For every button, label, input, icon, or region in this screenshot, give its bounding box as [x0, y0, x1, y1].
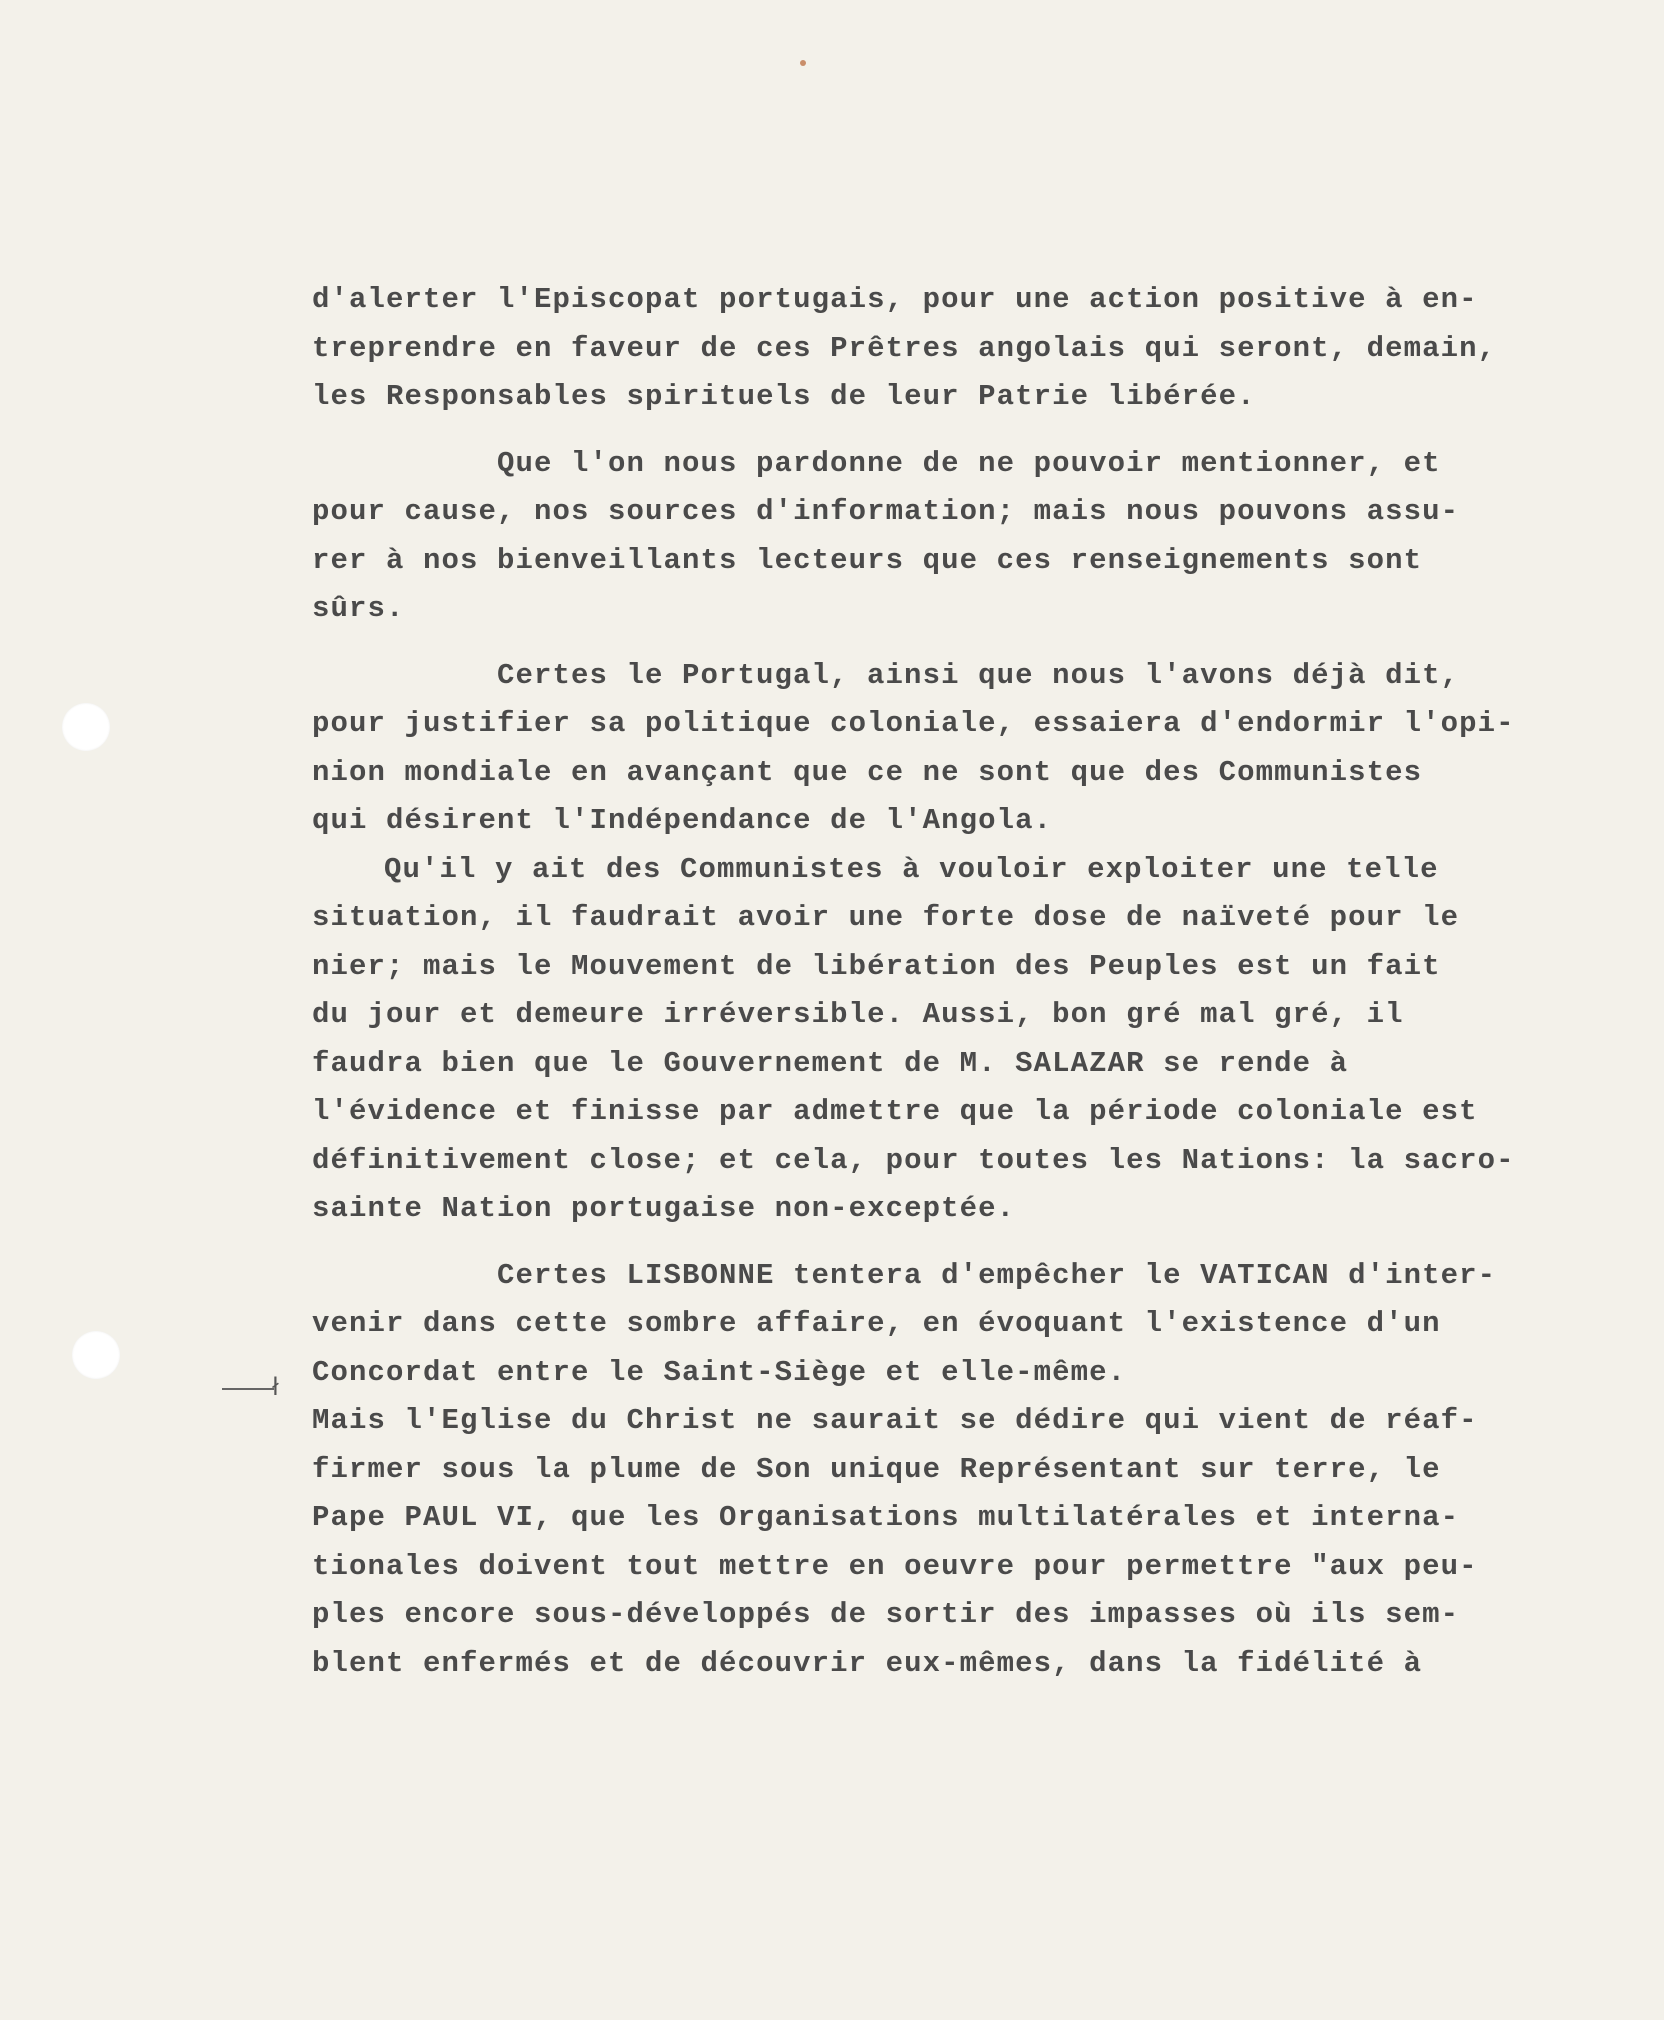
text-line: les Responsables spirituels de leur Patrie libérée.	[312, 380, 1256, 413]
text-line: blent enfermés et de découvrir eux-mêmes, dans la fidélité à	[312, 1646, 1423, 1680]
text-line: ples encore sous-développés de sortir des impasses où ils sem-	[312, 1598, 1460, 1631]
text-line: Qu'il y ait des Communistes à vouloir exploiter une telle	[384, 852, 1439, 886]
typed-text-body	[312, 276, 1632, 1688]
text-line: Que l'on nous pardonne de ne pouvoir mentionner, et	[497, 446, 1441, 480]
paragraph	[312, 652, 1632, 846]
text-line: faudra bien que le Gouvernement de M. SALAZAR se rende à	[312, 1046, 1349, 1080]
text-line: sûrs.	[312, 592, 405, 625]
text-line: tionales doivent tout mettre en oeuvre pour permettre "aux peu-	[312, 1549, 1478, 1583]
text-line: situation, il faudrait avoir une forte dose de naïveté pour le	[312, 901, 1460, 934]
corner-smudge	[16, 28, 96, 46]
text-line: pour cause, nos sources d'information; mais nous pouvons assu-	[312, 495, 1460, 528]
text-line: nion mondiale en avançant que ce ne sont que des Communistes	[312, 755, 1423, 789]
paper-speck	[800, 60, 806, 66]
margin-annotation-mark: ł	[222, 1372, 292, 1402]
text-line: Certes le Portugal, ainsi que nous l'avons déjà dit,	[497, 658, 1460, 692]
text-line: sainte Nation portugaise non-exceptée.	[312, 1192, 1016, 1225]
text-line: Pape PAUL VI, que les Organisations multilatérales et interna-	[312, 1501, 1460, 1534]
text-line: Certes LISBONNE tentera d'empêcher le VATICAN d'inter-	[497, 1258, 1497, 1292]
paragraph	[312, 276, 1632, 422]
text-line: rer à nos bienveillants lecteurs que ces renseignements sont	[312, 543, 1423, 577]
text-line: nier; mais le Mouvement de libération des Peuples est un fait	[312, 949, 1441, 983]
text-line: qui désirent l'Indépendance de l'Angola.	[312, 804, 1053, 837]
paragraph	[312, 846, 1632, 1234]
punch-hole-lower	[72, 1331, 120, 1379]
paragraph	[312, 1252, 1632, 1689]
text-line: Mais l'Eglise du Christ ne saurait se dédire qui vient de réaf-	[312, 1404, 1478, 1437]
text-line: firmer sous la plume de Son unique Représentant sur terre, le	[312, 1452, 1441, 1486]
text-line: l'évidence et finisse par admettre que la période coloniale est	[312, 1095, 1478, 1128]
text-line: pour justifier sa politique coloniale, essaiera d'endormir l'opi-	[312, 707, 1515, 740]
text-line: Concordat entre le Saint-Siège et elle-même.	[312, 1355, 1127, 1389]
paragraph	[312, 440, 1632, 634]
text-line: treprendre en faveur de ces Prêtres angolais qui seront, demain,	[312, 331, 1497, 365]
punch-hole-upper	[62, 703, 110, 751]
text-line: définitivement close; et cela, pour toutes les Nations: la sacro-	[312, 1143, 1515, 1177]
text-line: venir dans cette sombre affaire, en évoquant l'existence d'un	[312, 1307, 1441, 1340]
text-line: du jour et demeure irréversible. Aussi, bon gré mal gré, il	[312, 998, 1404, 1031]
text-line: d'alerter l'Episcopat portugais, pour une action positive à en-	[312, 283, 1478, 316]
